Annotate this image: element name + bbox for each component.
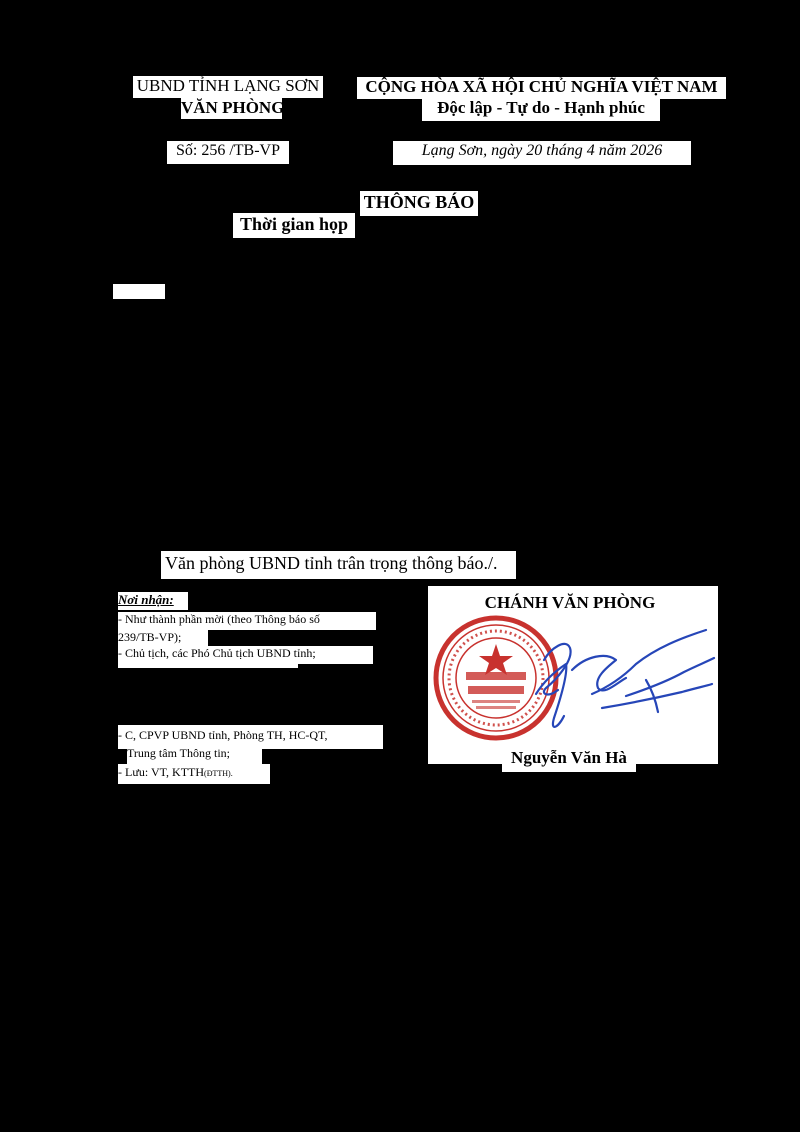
signature-block bbox=[428, 586, 718, 764]
recipient-line: - C, CPVP UBND tỉnh, Phòng TH, HC-QT, bbox=[118, 725, 383, 749]
recipient-line: - Chủ tịch, các Phó Chủ tịch UBND tỉnh; bbox=[118, 646, 373, 664]
signer-position: CHÁNH VĂN PHÒNG bbox=[484, 593, 656, 612]
agency-name: UBND TỈNH LẠNG SƠN bbox=[133, 76, 323, 98]
storage-suffix: (ĐTTH). bbox=[204, 769, 233, 778]
recipient-line: 239/TB-VP); bbox=[118, 630, 208, 647]
closing-sentence: Văn phòng UBND tỉnh trân trọng thông báo./. bbox=[161, 551, 516, 579]
handwritten-signature-icon bbox=[506, 608, 718, 748]
signer-name: Nguyễn Văn Hà bbox=[502, 745, 636, 772]
text-fragment bbox=[113, 284, 165, 299]
national-title: CỘNG HÒA XÃ HỘI CHỦ NGHĨA VIỆT NAM bbox=[357, 77, 726, 99]
recipients-heading: Nơi nhận: bbox=[118, 592, 188, 610]
national-motto: Độc lập - Tự do - Hạnh phúc bbox=[422, 98, 660, 121]
document-number: Số: 256 /TB-VP bbox=[167, 141, 289, 164]
office-name: VĂN PHÒNG bbox=[181, 98, 285, 117]
document-type: THÔNG BÁO bbox=[360, 191, 478, 216]
text-fragment bbox=[118, 663, 298, 668]
recipient-line: - Như thành phần mời (theo Thông báo số bbox=[118, 612, 376, 630]
recipient-line bbox=[118, 764, 270, 784]
recipient-line: Trung tâm Thông tin; bbox=[127, 746, 262, 764]
document-subject: Thời gian họp bbox=[233, 213, 355, 238]
place-date: Lạng Sơn, ngày 20 tháng 4 năm 2026 bbox=[393, 141, 691, 165]
storage-label: - Lưu: VT, KTTH bbox=[118, 765, 205, 779]
